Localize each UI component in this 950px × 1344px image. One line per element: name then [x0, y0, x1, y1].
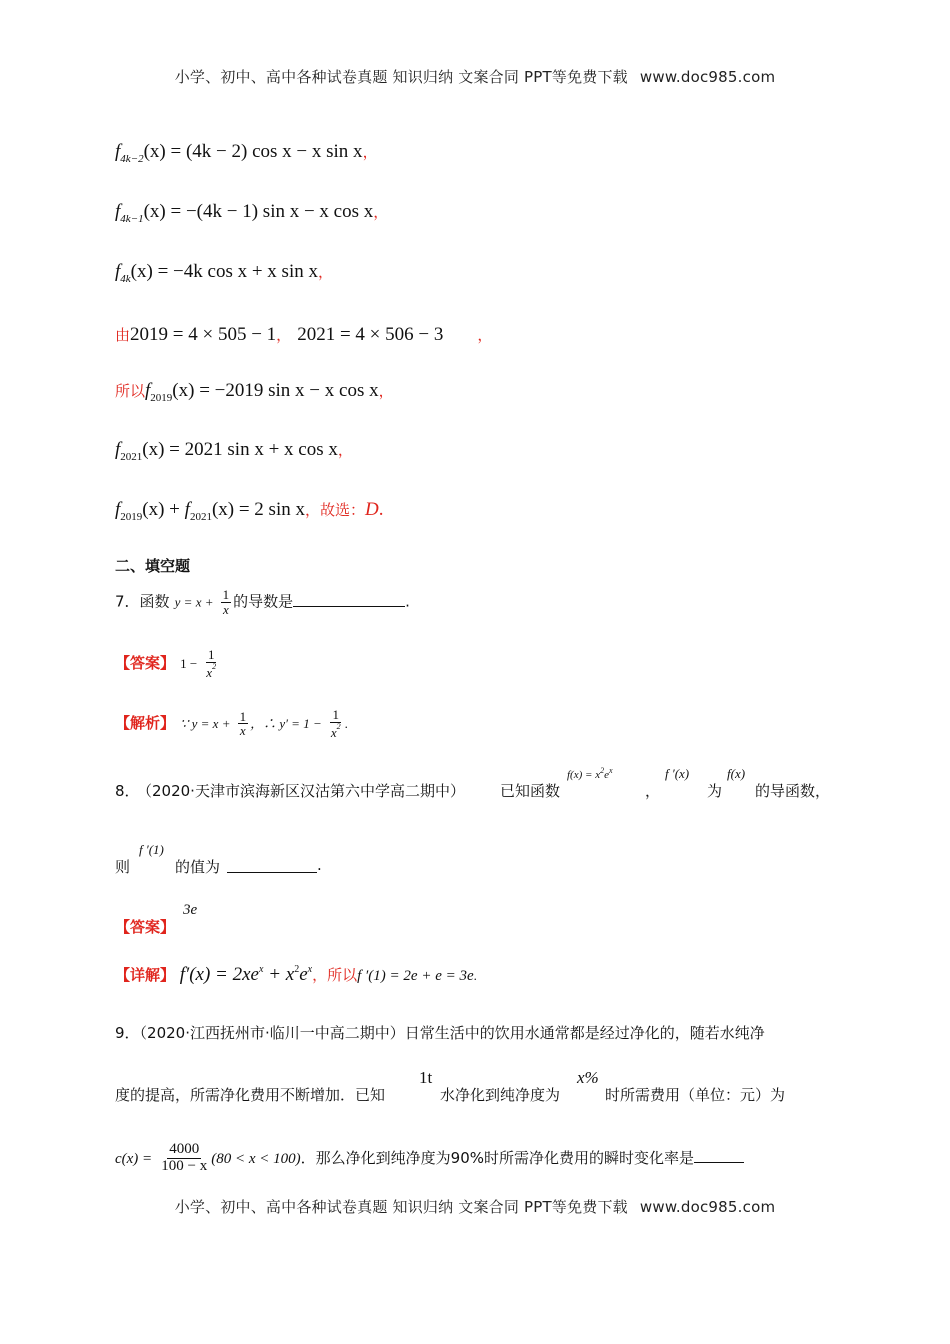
footer-text: 小学、初中、高中各种试卷真题 知识归纳 文案合同 PPT等免费下载	[174, 1198, 628, 1216]
question-9: 9．（2020·江西抚州市·临川一中高二期中）日常生活中的饮用水通常都是经过净化的，随若水纯净	[115, 1024, 765, 1042]
line-f2021: $f_{2021}(x) = 2021$ sin x + x cos x，	[115, 439, 353, 463]
answer-blank[interactable]	[293, 592, 405, 607]
answer-choice: D	[365, 499, 379, 520]
page-header	[0, 66, 950, 87]
answer-blank[interactable]	[694, 1148, 744, 1163]
q7-analysis: 【解析】 ∵ y = x + $\frac{1}{x}$ ，∴ y′ = 1 − $\frac{1}{x^2}$ .	[115, 707, 348, 740]
header-text: 小学、初中、高中各种试卷真题 知识归纳 文案合同 PPT等免费下载	[174, 68, 628, 86]
line-suoyi: 所以$f_{2019}(x) = -2019$ sin x − x cos x，	[115, 380, 394, 404]
line-f4k-2: $f_{4k-2}(x) = (4k - 2)$ cos x − x sin x，	[115, 141, 378, 165]
line-sum: $f_{2019}(x) + f_{2021}(x) = 2$ sin x，故选：D.	[115, 499, 384, 523]
footer-url: www.doc985.com	[639, 1198, 776, 1216]
header-url: www.doc985.com	[639, 68, 776, 86]
page-footer	[0, 1196, 950, 1217]
line-you: 由2019 = 4 × 505 − 1， 2021 = 4 × 506 − 3 ，	[115, 324, 493, 345]
question-9-line3: c(x) = $\frac{4000}{100 - x}$ (80 < x < 100)．那么净化到纯净度为90%时所需净化费用的瞬时变化率是	[115, 1142, 744, 1175]
q7-answer: 【答案】 1 − $\frac{1}{x^2}$	[115, 647, 217, 680]
line-f4k-1: $f_{4k-1}(x) = -(4k - 1)$ sin x − x cos x，	[115, 201, 389, 225]
answer-blank[interactable]	[227, 858, 317, 873]
section-title: 二、填空题	[115, 557, 191, 575]
question-7: 7．函数 y = x + $\frac{1}{x}$ 的导数是 .	[115, 587, 410, 617]
q8-detail: 【详解】 $f'(x) = 2xe^x + x^2e^x$，所以f ′(1) = 2e + e = 3e.	[115, 964, 477, 985]
line-f4k: $f_{4k}(x) = -4k$ cos x + x sin x，	[115, 261, 333, 285]
